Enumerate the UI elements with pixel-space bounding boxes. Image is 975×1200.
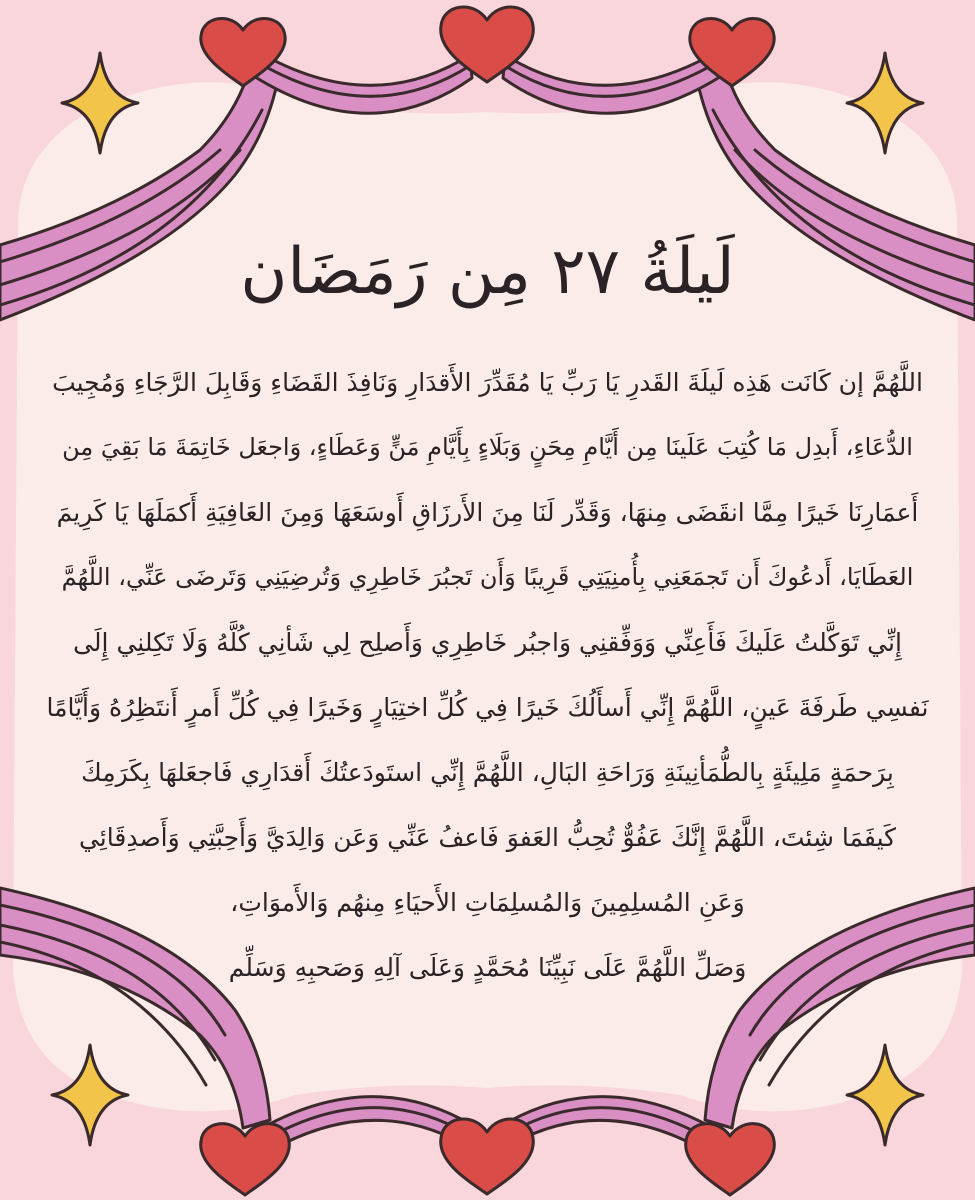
prayer-line: اللَّهُمَّ إن كَانَت هَذِه لَيلَةَ القَدرِ يَا رَبِّ يَا مُقَدِّرَ الأَقدَارِ وَنَافِذَ القَضَاءِ وَقَابِلَ الرَّجَاءِ وَمُجِيبَ [52,368,923,397]
prayer-line: كَيفَمَا شِئتَ، اللَّهُمَّ إِنَّكَ عَفُوٌّ تُحِبُّ العَفوَ فَاعفُ عَنِّي وَعَن وَالِدَيَّ وَأَحِبَّتِي وَأَصدِقَائِي [78,823,897,852]
prayer-line: أَعمَارِنَا خَيرًا مِمَّا انقَضَى مِنهَا، وَقَدِّر لَنَا مِنَ الأَرزَاقِ أَوسَعَهَا وَمِنَ العَافِيَةِ أَكمَلَهَا يَا كَرِيمَ [56,498,919,527]
prayer-line: بِرَحمَةٍ مَلِيئَةٍ بِالطُّمَأنِينَةِ وَرَاحَةِ البَالِ، اللَّهُمَّ إِنِّي استَودَعتُكَ أَقدَارِي فَاجعَلهَا بِكَرَمِكَ [81,758,894,787]
prayer-line: وَصَلِّ اللَّهُمَّ عَلَى نَبِيِّنَا مُحَمَّدٍ وَعَلَى آلِهِ وَصَحبِهِ وَسَلِّم [228,953,747,982]
prayer-line: الدُّعَاءِ، أَبدِل مَا كُتِبَ عَلَينَا مِن أَيَّامِ مِحَنٍ وَبَلَاءٍ بِأَيَّامِ مَنٍّ وَعَطَاءٍ، وَاجعَل خَاتِمَةَ مَا بَقِيَ مِن [62,433,913,461]
sparkle-icon [847,1045,923,1145]
heart-icon [441,1119,534,1194]
prayer-line: إِنِّي تَوَكَّلتُ عَلَيكَ فَأَعِنِّي وَوَفِّقنِي وَاجبُر خَاطِرِي وَأَصلِح لِي شَأنِي كُلَّهُ وَلَا تَكِلنِي إِلَى [73,628,902,657]
sparkle-icon [62,53,138,153]
heart-icon [201,1124,290,1195]
heart-icon [686,1124,775,1195]
left-top-swag [252,50,472,113]
right-top-swag [503,50,723,113]
page-title: لَيلَةُ ٢٧ مِن رَمَضَان [240,235,735,309]
sparkle-icon [847,53,923,153]
sparkle-icon [52,1045,128,1145]
prayer-text [45,350,930,1005]
prayer-line: نَفسِي طَرفَةَ عَينٍ، اللَّهُمَّ إِنِّي أَسأَلُكَ خَيرًا فِي كُلِّ اختِيَارٍ وَخَيرًا فِي كُلِّ أَمرٍ أَنتَظِرُهُ وَأَيَّامًا [46,693,929,722]
prayer-line: العَطَايَا، أَدعُوكَ أَن تَجمَعَنِي بِأُمنِيَتِي قَرِيبًا وَأَن تَجبُرَ خَاطِرِي وَتُرضِيَنِي وَتَرضَى عَنِّي، اللَّهُمَّ [61,563,914,591]
prayer-line: وَعَنِ المُسلِمِينَ وَالمُسلِمَاتِ الأَحيَاءِ مِنهُم وَالأَموَاتِ، [230,888,745,917]
